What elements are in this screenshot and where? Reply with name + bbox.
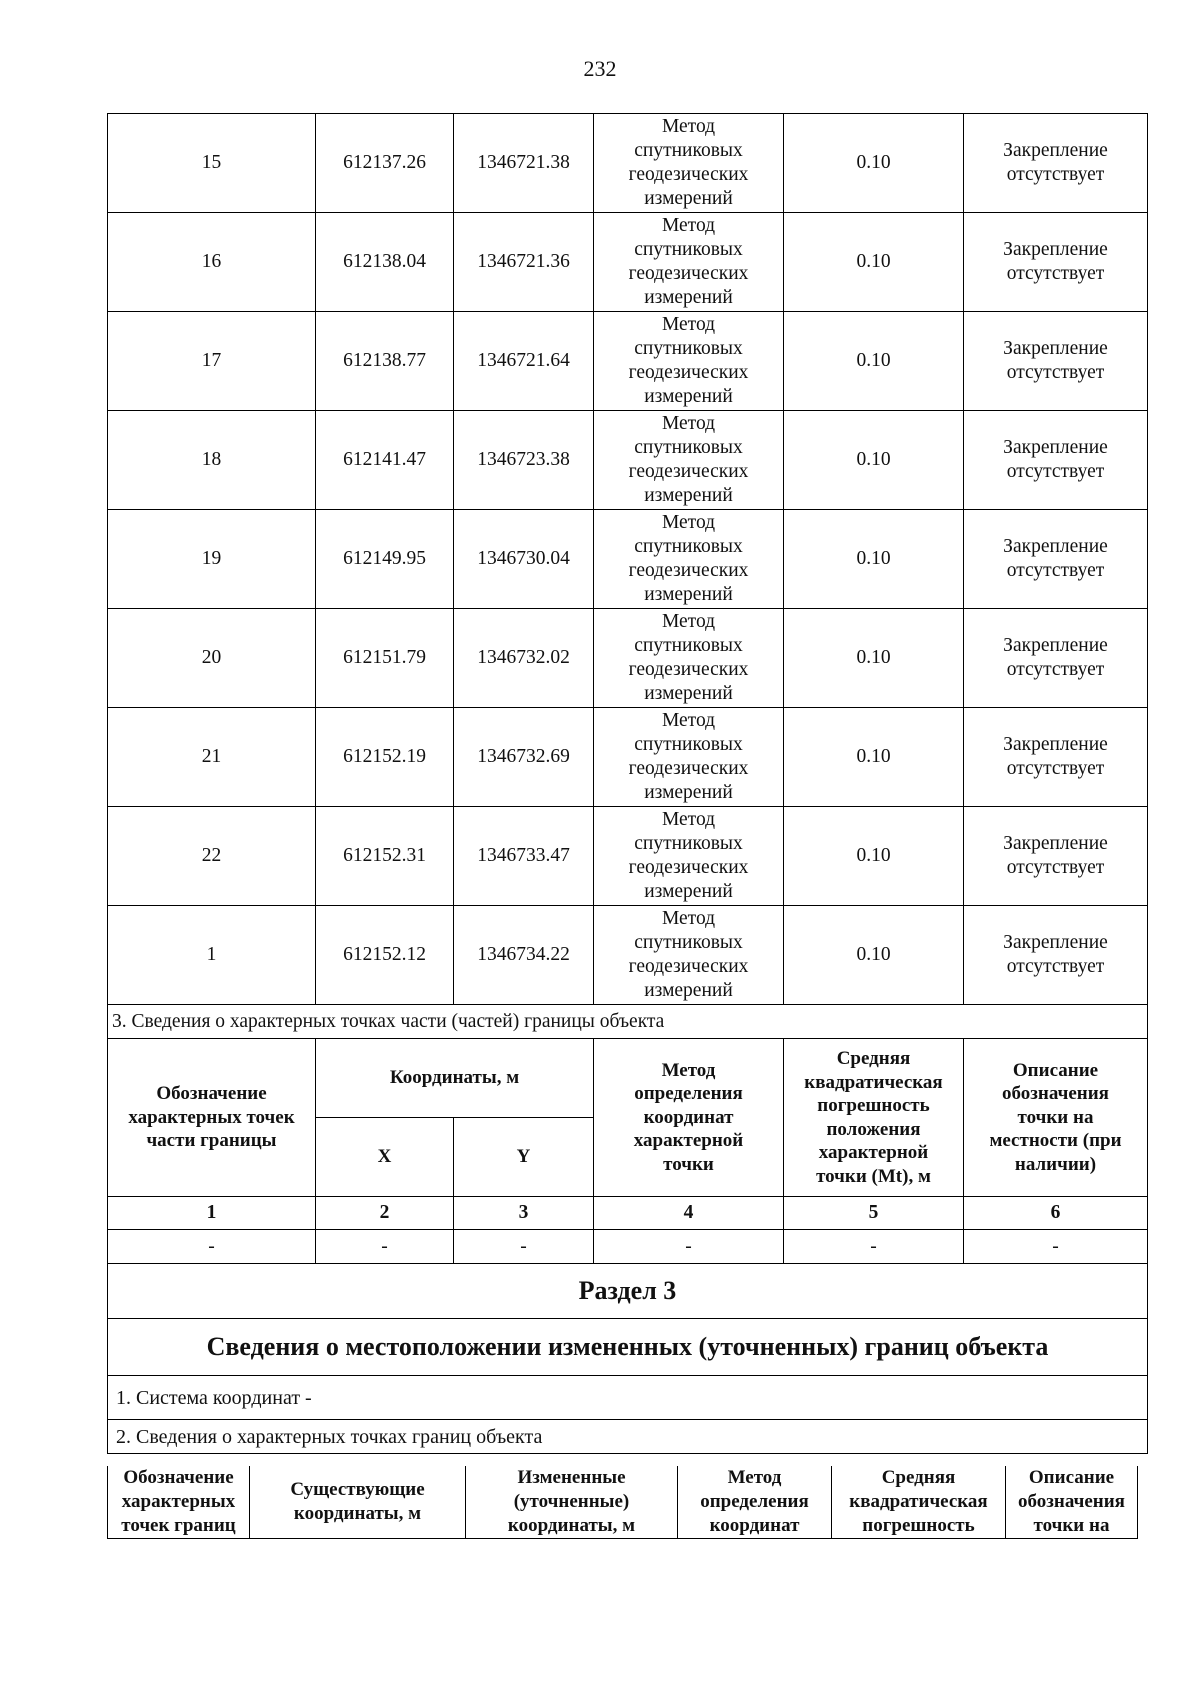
text-line: спутниковых (634, 140, 743, 161)
table-row (108, 312, 1148, 411)
text-line: Закрепление (1003, 536, 1108, 557)
text-line: отсутствует (1006, 956, 1105, 977)
text-line: точки (Mt), м (816, 1165, 931, 1187)
text-line: спутниковых (634, 338, 743, 359)
text-line: измерений (644, 485, 733, 506)
table-row (108, 807, 1148, 906)
fixing-cell (964, 708, 1148, 807)
text-line: отсутствует (1006, 164, 1105, 185)
text-line: Закрепление (1003, 734, 1108, 755)
column-number: 5 (784, 1197, 964, 1230)
text-line: Метод (661, 809, 716, 830)
table-row (108, 609, 1148, 708)
y-coordinate-cell: 1346732.02 (454, 609, 594, 708)
text-line: спутниковых (634, 734, 743, 755)
header-y: Y (454, 1118, 594, 1197)
text-line: Обозначение (156, 1083, 267, 1105)
header-changed-coordinates (466, 1466, 678, 1539)
error-cell: 0.10 (784, 411, 964, 510)
text-line: геодезических (628, 461, 749, 482)
text-line: спутниковых (634, 536, 743, 557)
text-line: Метод (727, 1467, 782, 1488)
data-rows (108, 114, 1148, 1005)
y-coordinate-cell: 1346721.36 (454, 213, 594, 312)
text-line: геодезических (628, 857, 749, 878)
section-subtitle: Сведения о местоположении измененных (уточненных) границ объекта (108, 1319, 1148, 1376)
table-row (108, 510, 1148, 609)
table-row (108, 906, 1148, 1005)
empty-cell: - (784, 1230, 964, 1264)
text-line: спутниковых (634, 437, 743, 458)
text-line: измерений (644, 584, 733, 605)
text-line: геодезических (628, 263, 749, 284)
text-line: геодезических (628, 758, 749, 779)
text-line: спутниковых (634, 932, 743, 953)
error-cell: 0.10 (784, 906, 964, 1005)
text-line: отсутствует (1006, 461, 1105, 482)
text-line: отсутствует (1006, 263, 1105, 284)
x-coordinate-cell: 612137.26 (316, 114, 454, 213)
fixing-cell (964, 312, 1148, 411)
error-cell: 0.10 (784, 510, 964, 609)
text-line: измерений (644, 386, 733, 407)
text-line: геодезических (628, 956, 749, 977)
header-existing-coordinates (250, 1466, 466, 1539)
column-number: 6 (964, 1197, 1148, 1230)
fixing-cell (964, 510, 1148, 609)
text-line: измерений (644, 782, 733, 803)
text-line: определения (634, 1083, 743, 1105)
table-row (108, 708, 1148, 807)
text-line: Существующие (290, 1479, 425, 1500)
text-line: спутниковых (634, 239, 743, 260)
text-line: отсутствует (1006, 362, 1105, 383)
text-line: точек границ (121, 1515, 236, 1536)
text-line: определения (700, 1491, 809, 1512)
text-line: Метод (661, 215, 716, 236)
text-line: Закрепление (1003, 239, 1108, 260)
empty-cell: - (594, 1230, 784, 1264)
header-coordinates: Координаты, м (316, 1039, 594, 1118)
method-cell (594, 312, 784, 411)
text-line: геодезических (628, 659, 749, 680)
text-line: погрешность (862, 1515, 975, 1536)
header-description (1006, 1466, 1138, 1539)
text-line: обозначения (1018, 1491, 1125, 1512)
text-line: Закрепление (1003, 338, 1108, 359)
table-row (108, 213, 1148, 312)
text-line: (уточненные) (513, 1491, 630, 1512)
header-x: X (316, 1118, 454, 1197)
text-line: геодезических (628, 560, 749, 581)
y-coordinate-cell: 1346723.38 (454, 411, 594, 510)
y-coordinate-cell: 1346734.22 (454, 906, 594, 1005)
error-cell: 0.10 (784, 708, 964, 807)
method-cell (594, 609, 784, 708)
header-error (832, 1466, 1006, 1539)
part-info-text: 3. Сведения о характерных точках части (частей) границы объекта (108, 1005, 1148, 1039)
text-line: Метод (661, 908, 716, 929)
text-line: Закрепление (1003, 140, 1108, 161)
text-line: координат (643, 1106, 734, 1128)
header-error (784, 1039, 964, 1197)
x-coordinate-cell: 612141.47 (316, 411, 454, 510)
text-line: отсутствует (1006, 758, 1105, 779)
point-cell: 20 (108, 609, 316, 708)
empty-cell: - (316, 1230, 454, 1264)
y-coordinate-cell: 1346721.64 (454, 312, 594, 411)
text-line: характерной (818, 1142, 929, 1163)
header-designation (108, 1039, 316, 1197)
text-line: положения (826, 1118, 921, 1140)
text-line: измерений (644, 188, 733, 209)
error-cell: 0.10 (784, 213, 964, 312)
y-coordinate-cell: 1346730.04 (454, 510, 594, 609)
text-line: квадратическая (804, 1071, 943, 1093)
text-line: измерений (644, 287, 733, 308)
text-line: координаты, м (507, 1515, 636, 1536)
text-line: Средняя (836, 1048, 911, 1069)
text-line: Закрепление (1003, 932, 1108, 953)
text-line: Метод (661, 413, 716, 434)
fixing-cell (964, 114, 1148, 213)
table-row (108, 114, 1148, 213)
point-cell: 19 (108, 510, 316, 609)
text-line: характерных точек (128, 1106, 295, 1128)
method-cell (594, 510, 784, 609)
text-line: Метод (661, 1059, 716, 1081)
method-cell (594, 411, 784, 510)
x-coordinate-cell: 612138.04 (316, 213, 454, 312)
point-cell: 17 (108, 312, 316, 411)
boundary-points-label: 2. Сведения о характерных точках границ объекта (108, 1420, 1148, 1454)
y-coordinate-cell: 1346732.69 (454, 708, 594, 807)
text-line: Метод (661, 710, 716, 731)
changed-boundaries-table-header (107, 1466, 1138, 1539)
method-cell (594, 807, 784, 906)
y-coordinate-cell: 1346721.38 (454, 114, 594, 213)
empty-cell: - (108, 1230, 316, 1264)
empty-cell: - (454, 1230, 594, 1264)
fixing-cell (964, 906, 1148, 1005)
text-line: Измененные (517, 1467, 626, 1488)
text-line: Метод (661, 512, 716, 533)
text-line: измерений (644, 980, 733, 1001)
text-line: характерных (121, 1491, 236, 1512)
method-cell (594, 708, 784, 807)
header-description (964, 1039, 1148, 1197)
text-line: Закрепление (1003, 437, 1108, 458)
method-cell (594, 114, 784, 213)
empty-cell: - (964, 1230, 1148, 1264)
text-line: координат (709, 1515, 800, 1536)
fixing-cell (964, 213, 1148, 312)
text-line: Метод (661, 611, 716, 632)
header-method (594, 1039, 784, 1197)
fixing-cell (964, 609, 1148, 708)
text-line: Обозначение (123, 1467, 234, 1488)
point-cell: 1 (108, 906, 316, 1005)
text-line: отсутствует (1006, 857, 1105, 878)
text-line: геодезических (628, 164, 749, 185)
text-line: измерений (644, 881, 733, 902)
table-row (108, 411, 1148, 510)
text-line: Метод (661, 116, 716, 137)
text-line: местности (при (989, 1130, 1122, 1152)
point-cell: 16 (108, 213, 316, 312)
boundary-points-table (107, 113, 1148, 1454)
x-coordinate-cell: 612149.95 (316, 510, 454, 609)
section-title: Раздел 3 (108, 1264, 1148, 1319)
error-cell: 0.10 (784, 114, 964, 213)
y-coordinate-cell: 1346733.47 (454, 807, 594, 906)
text-line: отсутствует (1006, 659, 1105, 680)
text-line: координаты, м (293, 1503, 422, 1524)
text-line: измерений (644, 683, 733, 704)
fixing-cell (964, 807, 1148, 906)
column-number: 1 (108, 1197, 316, 1230)
text-line: геодезических (628, 362, 749, 383)
x-coordinate-cell: 612152.12 (316, 906, 454, 1005)
point-cell: 22 (108, 807, 316, 906)
page-number: 232 (583, 56, 617, 81)
text-line: Описание (1028, 1467, 1115, 1488)
x-coordinate-cell: 612151.79 (316, 609, 454, 708)
point-cell: 15 (108, 114, 316, 213)
error-cell: 0.10 (784, 609, 964, 708)
coordinate-system-label: 1. Система координат - (108, 1376, 1148, 1420)
header-designation (108, 1466, 250, 1539)
method-cell (594, 213, 784, 312)
fixing-cell (964, 411, 1148, 510)
text-line: погрешность (817, 1095, 930, 1116)
column-numbers-row (108, 1197, 1148, 1230)
text-line: точки (663, 1153, 714, 1175)
method-cell (594, 906, 784, 1005)
header-method (678, 1466, 832, 1539)
text-line: Закрепление (1003, 635, 1108, 656)
text-line: отсутствует (1006, 560, 1105, 581)
text-line: Описание (1012, 1059, 1099, 1081)
text-line: наличии) (1014, 1153, 1097, 1175)
text-line: обозначения (1002, 1083, 1109, 1105)
column-number: 3 (454, 1197, 594, 1230)
x-coordinate-cell: 612152.31 (316, 807, 454, 906)
text-line: части границы (146, 1130, 277, 1152)
point-cell: 21 (108, 708, 316, 807)
text-line: Метод (661, 314, 716, 335)
empty-values-row (108, 1230, 1148, 1264)
text-line: спутниковых (634, 635, 743, 656)
x-coordinate-cell: 612152.19 (316, 708, 454, 807)
point-cell: 18 (108, 411, 316, 510)
text-line: точки на (1033, 1515, 1110, 1536)
column-number: 4 (594, 1197, 784, 1230)
text-line: Закрепление (1003, 833, 1108, 854)
column-number: 2 (316, 1197, 454, 1230)
text-line: Средняя (881, 1467, 956, 1488)
text-line: точки на (1017, 1106, 1094, 1128)
text-line: характерной (633, 1130, 744, 1152)
x-coordinate-cell: 612138.77 (316, 312, 454, 411)
text-line: спутниковых (634, 833, 743, 854)
error-cell: 0.10 (784, 807, 964, 906)
text-line: квадратическая (849, 1491, 988, 1512)
error-cell: 0.10 (784, 312, 964, 411)
